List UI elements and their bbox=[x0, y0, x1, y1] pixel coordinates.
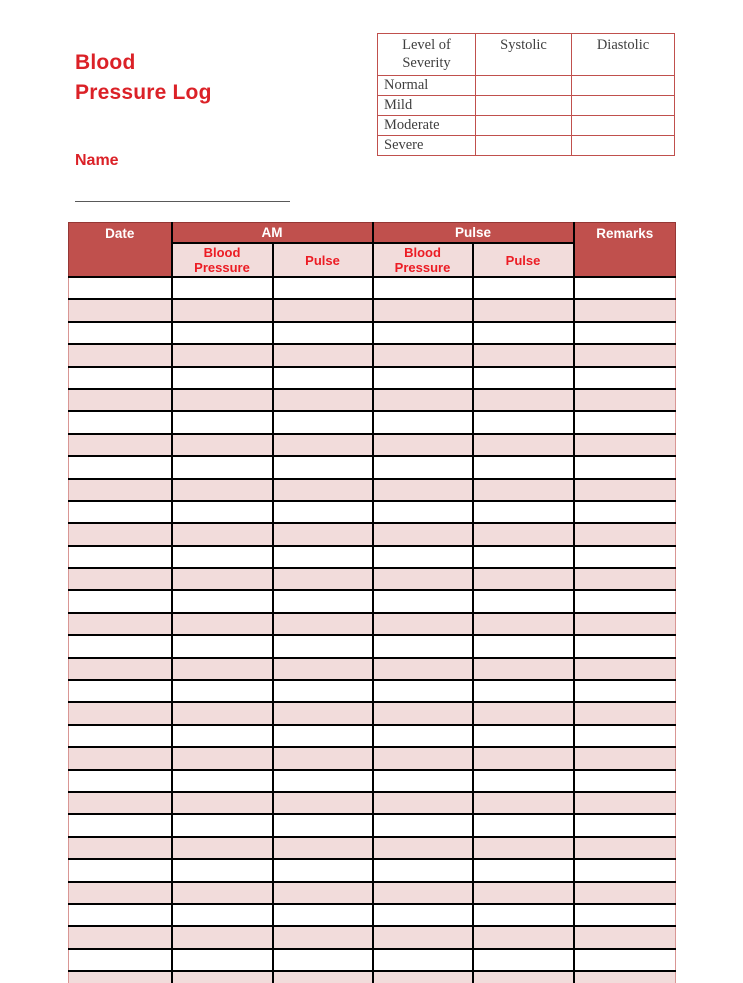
log-cell bbox=[473, 971, 574, 983]
log-header-row-groups bbox=[69, 223, 676, 244]
log-cell bbox=[574, 299, 676, 321]
log-cell bbox=[574, 971, 676, 983]
log-cell bbox=[473, 523, 574, 545]
log-cell bbox=[273, 277, 373, 299]
log-cell bbox=[574, 568, 676, 590]
log-cell bbox=[273, 770, 373, 792]
log-cell bbox=[473, 926, 574, 948]
severity-row bbox=[378, 136, 675, 156]
log-cell bbox=[574, 501, 676, 523]
log-cell bbox=[473, 277, 574, 299]
log-cell bbox=[473, 882, 574, 904]
severity-diastolic-cell bbox=[572, 96, 675, 116]
log-cell bbox=[373, 411, 473, 433]
log-cell bbox=[373, 546, 473, 568]
severity-systolic-cell bbox=[476, 136, 572, 156]
log-row bbox=[69, 546, 676, 568]
bp-log-table bbox=[68, 222, 676, 983]
log-cell bbox=[273, 479, 373, 501]
log-cell bbox=[273, 904, 373, 926]
log-cell bbox=[373, 277, 473, 299]
log-cell bbox=[273, 725, 373, 747]
log-cell bbox=[574, 658, 676, 680]
log-cell bbox=[473, 344, 574, 366]
log-cell bbox=[473, 680, 574, 702]
severity-col-diastolic: Diastolic bbox=[572, 34, 675, 76]
log-cell bbox=[373, 747, 473, 769]
log-cell bbox=[69, 546, 172, 568]
log-cell bbox=[273, 859, 373, 881]
log-cell bbox=[373, 568, 473, 590]
log-cell bbox=[574, 344, 676, 366]
log-cell bbox=[473, 792, 574, 814]
log-cell bbox=[373, 389, 473, 411]
log-subcol-am-blood-pressure: Blood Pressure bbox=[172, 243, 273, 277]
log-cell bbox=[273, 411, 373, 433]
log-subcol-pm-blood-pressure: Blood Pressure bbox=[373, 243, 473, 277]
log-cell bbox=[69, 613, 172, 635]
log-row bbox=[69, 322, 676, 344]
severity-level-cell: Moderate bbox=[378, 116, 476, 136]
log-cell bbox=[473, 635, 574, 657]
log-cell bbox=[69, 479, 172, 501]
log-row bbox=[69, 949, 676, 971]
log-cell bbox=[373, 725, 473, 747]
log-cell bbox=[273, 523, 373, 545]
log-row bbox=[69, 613, 676, 635]
log-cell bbox=[473, 501, 574, 523]
log-cell bbox=[172, 590, 273, 612]
log-cell bbox=[172, 344, 273, 366]
log-row bbox=[69, 725, 676, 747]
log-row bbox=[69, 658, 676, 680]
log-row bbox=[69, 971, 676, 983]
page-title bbox=[75, 48, 212, 108]
log-row bbox=[69, 501, 676, 523]
log-cell bbox=[373, 299, 473, 321]
log-cell bbox=[473, 456, 574, 478]
log-cell bbox=[273, 613, 373, 635]
log-cell bbox=[574, 904, 676, 926]
log-cell bbox=[473, 590, 574, 612]
log-cell bbox=[373, 792, 473, 814]
log-row bbox=[69, 882, 676, 904]
log-cell bbox=[373, 882, 473, 904]
severity-diastolic-cell bbox=[572, 136, 675, 156]
log-cell bbox=[69, 344, 172, 366]
severity-row bbox=[378, 76, 675, 96]
log-row bbox=[69, 635, 676, 657]
log-cell bbox=[172, 523, 273, 545]
log-cell bbox=[574, 747, 676, 769]
log-row bbox=[69, 814, 676, 836]
log-cell bbox=[172, 971, 273, 983]
log-cell bbox=[273, 747, 373, 769]
log-row bbox=[69, 702, 676, 724]
log-cell bbox=[574, 434, 676, 456]
log-row bbox=[69, 299, 676, 321]
severity-level-cell: Severe bbox=[378, 136, 476, 156]
log-cell bbox=[574, 859, 676, 881]
log-cell bbox=[473, 702, 574, 724]
log-cell bbox=[574, 814, 676, 836]
log-cell bbox=[172, 277, 273, 299]
log-cell bbox=[172, 367, 273, 389]
log-cell bbox=[273, 658, 373, 680]
log-cell bbox=[574, 367, 676, 389]
log-cell bbox=[69, 434, 172, 456]
log-cell bbox=[373, 926, 473, 948]
log-row bbox=[69, 747, 676, 769]
log-cell bbox=[172, 389, 273, 411]
severity-diastolic-cell bbox=[572, 116, 675, 136]
log-cell bbox=[373, 367, 473, 389]
log-cell bbox=[172, 411, 273, 433]
log-cell bbox=[574, 926, 676, 948]
log-cell bbox=[574, 613, 676, 635]
log-cell bbox=[473, 859, 574, 881]
log-row bbox=[69, 792, 676, 814]
log-cell bbox=[473, 725, 574, 747]
log-cell bbox=[574, 949, 676, 971]
log-row bbox=[69, 590, 676, 612]
log-cell bbox=[273, 926, 373, 948]
log-cell bbox=[273, 702, 373, 724]
log-cell bbox=[172, 837, 273, 859]
log-row bbox=[69, 904, 676, 926]
log-cell bbox=[574, 837, 676, 859]
log-cell bbox=[373, 635, 473, 657]
log-cell bbox=[69, 926, 172, 948]
severity-row bbox=[378, 96, 675, 116]
log-cell bbox=[69, 837, 172, 859]
log-cell bbox=[172, 613, 273, 635]
log-cell bbox=[273, 322, 373, 344]
log-cell bbox=[574, 882, 676, 904]
log-cell bbox=[273, 456, 373, 478]
log-cell bbox=[172, 882, 273, 904]
severity-level-cell: Normal bbox=[378, 76, 476, 96]
log-cell bbox=[172, 658, 273, 680]
log-cell bbox=[574, 635, 676, 657]
log-cell bbox=[574, 590, 676, 612]
log-row bbox=[69, 434, 676, 456]
log-cell bbox=[373, 904, 473, 926]
severity-systolic-cell bbox=[476, 76, 572, 96]
log-cell bbox=[373, 434, 473, 456]
log-cell bbox=[273, 882, 373, 904]
log-cell bbox=[69, 299, 172, 321]
log-cell bbox=[172, 434, 273, 456]
page-title-line1: Blood bbox=[75, 51, 136, 74]
log-cell bbox=[69, 389, 172, 411]
log-row bbox=[69, 568, 676, 590]
log-cell bbox=[273, 814, 373, 836]
severity-systolic-cell bbox=[476, 96, 572, 116]
log-cell bbox=[69, 635, 172, 657]
log-cell bbox=[273, 680, 373, 702]
log-cell bbox=[172, 702, 273, 724]
log-cell bbox=[473, 747, 574, 769]
log-row bbox=[69, 389, 676, 411]
log-cell bbox=[69, 949, 172, 971]
log-cell bbox=[574, 523, 676, 545]
log-row bbox=[69, 367, 676, 389]
log-cell bbox=[473, 904, 574, 926]
log-cell bbox=[574, 277, 676, 299]
log-cell bbox=[273, 971, 373, 983]
log-cell bbox=[273, 949, 373, 971]
log-cell bbox=[473, 434, 574, 456]
log-cell bbox=[273, 389, 373, 411]
log-cell bbox=[172, 680, 273, 702]
log-cell bbox=[574, 770, 676, 792]
log-row bbox=[69, 770, 676, 792]
severity-diastolic-cell bbox=[572, 76, 675, 96]
log-row bbox=[69, 837, 676, 859]
log-cell bbox=[172, 635, 273, 657]
log-row bbox=[69, 926, 676, 948]
log-cell bbox=[473, 568, 574, 590]
name-label: Name bbox=[75, 152, 119, 169]
log-row bbox=[69, 411, 676, 433]
log-cell bbox=[574, 456, 676, 478]
log-cell bbox=[172, 299, 273, 321]
log-cell bbox=[574, 411, 676, 433]
log-cell bbox=[69, 501, 172, 523]
log-cell bbox=[69, 859, 172, 881]
log-row bbox=[69, 344, 676, 366]
log-cell bbox=[172, 322, 273, 344]
log-row bbox=[69, 456, 676, 478]
log-cell bbox=[69, 523, 172, 545]
log-cell bbox=[273, 635, 373, 657]
log-row bbox=[69, 479, 676, 501]
log-cell bbox=[473, 613, 574, 635]
severity-header-row bbox=[378, 34, 675, 76]
log-cell bbox=[69, 411, 172, 433]
log-col-remarks: Remarks bbox=[574, 223, 676, 278]
severity-row bbox=[378, 116, 675, 136]
log-cell bbox=[373, 702, 473, 724]
log-cell bbox=[373, 344, 473, 366]
log-cell bbox=[373, 859, 473, 881]
log-cell bbox=[69, 277, 172, 299]
severity-reference-table bbox=[377, 33, 675, 156]
log-cell bbox=[574, 725, 676, 747]
severity-level-cell: Mild bbox=[378, 96, 476, 116]
page-title-line2: Pressure Log bbox=[75, 81, 212, 104]
log-cell bbox=[69, 322, 172, 344]
log-cell bbox=[69, 702, 172, 724]
log-cell bbox=[574, 546, 676, 568]
log-cell bbox=[373, 949, 473, 971]
log-cell bbox=[473, 389, 574, 411]
log-cell bbox=[574, 322, 676, 344]
log-cell bbox=[473, 411, 574, 433]
log-cell bbox=[69, 456, 172, 478]
log-subcol-am-pulse: Pulse bbox=[273, 243, 373, 277]
log-cell bbox=[69, 747, 172, 769]
log-cell bbox=[574, 389, 676, 411]
log-cell bbox=[273, 792, 373, 814]
log-cell bbox=[273, 501, 373, 523]
log-cell bbox=[574, 680, 676, 702]
log-cell bbox=[273, 837, 373, 859]
log-cell bbox=[172, 770, 273, 792]
log-cell bbox=[69, 792, 172, 814]
log-cell bbox=[373, 501, 473, 523]
log-row bbox=[69, 523, 676, 545]
log-cell bbox=[574, 702, 676, 724]
name-underline bbox=[75, 201, 290, 202]
severity-systolic-cell bbox=[476, 116, 572, 136]
log-cell bbox=[172, 546, 273, 568]
log-cell bbox=[69, 590, 172, 612]
log-cell bbox=[69, 971, 172, 983]
log-cell bbox=[273, 299, 373, 321]
log-cell bbox=[473, 322, 574, 344]
log-cell bbox=[373, 770, 473, 792]
log-cell bbox=[69, 658, 172, 680]
log-cell bbox=[373, 658, 473, 680]
log-cell bbox=[373, 814, 473, 836]
log-cell bbox=[473, 814, 574, 836]
log-cell bbox=[373, 322, 473, 344]
log-cell bbox=[273, 344, 373, 366]
log-cell bbox=[69, 882, 172, 904]
log-cell bbox=[69, 904, 172, 926]
log-cell bbox=[373, 680, 473, 702]
log-cell bbox=[273, 367, 373, 389]
log-cell bbox=[69, 725, 172, 747]
log-cell bbox=[172, 949, 273, 971]
log-cell bbox=[473, 546, 574, 568]
log-cell bbox=[69, 367, 172, 389]
log-cell bbox=[473, 658, 574, 680]
log-cell bbox=[172, 904, 273, 926]
log-cell bbox=[473, 837, 574, 859]
log-cell bbox=[172, 792, 273, 814]
log-cell bbox=[273, 568, 373, 590]
log-cell bbox=[273, 546, 373, 568]
log-cell bbox=[473, 770, 574, 792]
log-group-pulse: Pulse bbox=[373, 223, 574, 244]
log-cell bbox=[373, 479, 473, 501]
log-cell bbox=[373, 456, 473, 478]
log-cell bbox=[69, 814, 172, 836]
log-cell bbox=[172, 456, 273, 478]
log-cell bbox=[473, 949, 574, 971]
log-group-am: AM bbox=[172, 223, 373, 244]
log-cell bbox=[172, 859, 273, 881]
severity-col-systolic: Systolic bbox=[476, 34, 572, 76]
log-cell bbox=[172, 725, 273, 747]
log-row bbox=[69, 277, 676, 299]
log-cell bbox=[473, 367, 574, 389]
log-cell bbox=[172, 479, 273, 501]
log-cell bbox=[574, 792, 676, 814]
log-cell bbox=[273, 590, 373, 612]
log-row bbox=[69, 680, 676, 702]
log-cell bbox=[172, 501, 273, 523]
log-cell bbox=[473, 299, 574, 321]
log-row bbox=[69, 859, 676, 881]
log-cell bbox=[273, 434, 373, 456]
severity-col-level-of-severity: Level of Severity bbox=[378, 34, 476, 76]
log-subcol-pm-pulse: Pulse bbox=[473, 243, 574, 277]
log-cell bbox=[69, 568, 172, 590]
log-cell bbox=[172, 747, 273, 769]
log-cell bbox=[574, 479, 676, 501]
log-cell bbox=[69, 770, 172, 792]
log-cell bbox=[373, 837, 473, 859]
log-cell bbox=[172, 926, 273, 948]
log-cell bbox=[69, 680, 172, 702]
log-col-date: Date bbox=[69, 223, 172, 278]
log-cell bbox=[172, 814, 273, 836]
log-cell bbox=[373, 523, 473, 545]
log-cell bbox=[373, 971, 473, 983]
log-cell bbox=[172, 568, 273, 590]
log-cell bbox=[373, 590, 473, 612]
log-cell bbox=[473, 479, 574, 501]
log-cell bbox=[373, 613, 473, 635]
